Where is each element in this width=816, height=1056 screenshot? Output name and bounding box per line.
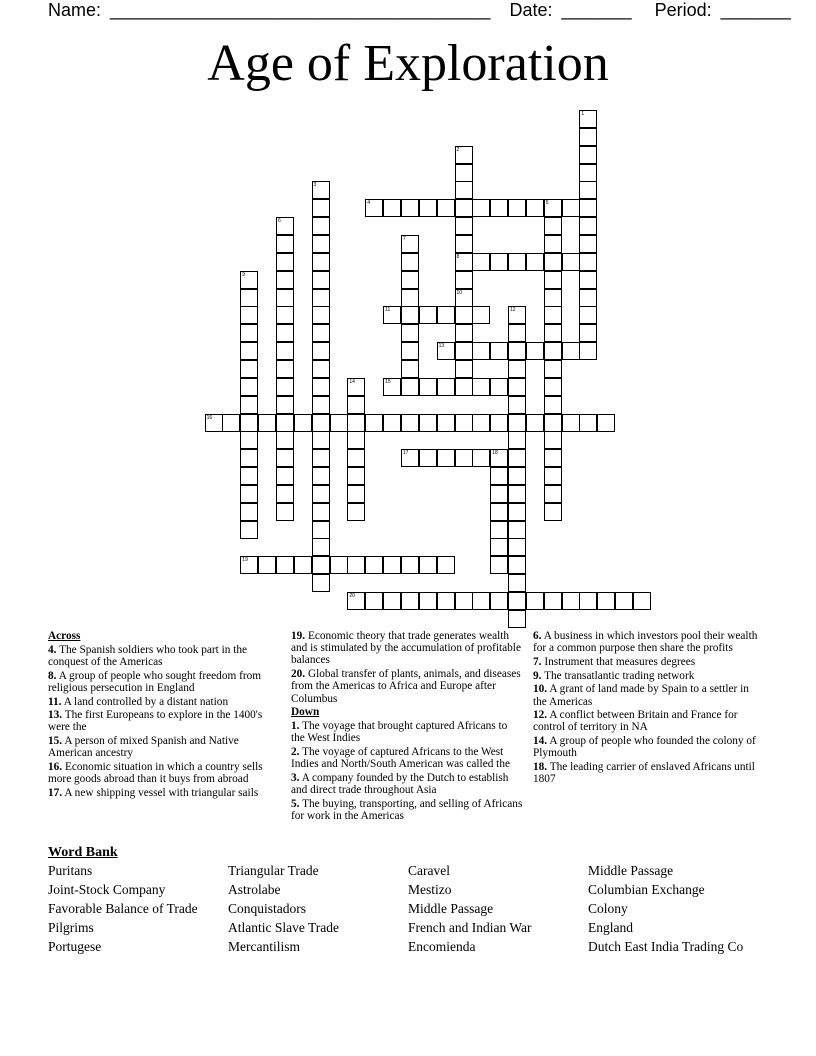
crossword-cell[interactable] xyxy=(455,217,473,235)
crossword-cell[interactable] xyxy=(544,503,562,521)
word-bank-item: Columbian Exchange xyxy=(588,882,705,897)
clues-column-3 xyxy=(533,630,765,787)
crossword-cell[interactable] xyxy=(472,592,490,610)
crossword-cell[interactable] xyxy=(365,414,383,432)
crossword-cell[interactable] xyxy=(455,199,473,217)
crossword-cell[interactable] xyxy=(508,538,526,556)
crossword-cell[interactable] xyxy=(455,164,473,182)
clue-number: 19 xyxy=(242,557,248,564)
crossword-cell[interactable] xyxy=(544,414,562,432)
date-label: Date: xyxy=(509,0,553,20)
clue-down-9: 9. The transatlantic trading network xyxy=(533,669,695,682)
crossword-cell[interactable] xyxy=(490,199,508,217)
crossword-cell[interactable] xyxy=(419,592,437,610)
crossword-cell[interactable] xyxy=(597,414,615,432)
crossword-cell[interactable] xyxy=(544,306,562,324)
crossword-cell[interactable] xyxy=(472,199,490,217)
clues-column-1 xyxy=(48,630,270,801)
crossword-cell[interactable] xyxy=(276,467,294,485)
word-bank-item: England xyxy=(588,920,633,935)
clue-number: 9 xyxy=(242,271,246,278)
crossword-cell[interactable] xyxy=(401,360,419,378)
crossword-cell[interactable] xyxy=(276,414,294,432)
crossword-cell[interactable] xyxy=(490,378,508,396)
crossword-cell[interactable] xyxy=(312,414,330,432)
crossword-cell[interactable] xyxy=(472,306,490,324)
crossword-cell[interactable] xyxy=(579,271,597,289)
crossword-cell[interactable] xyxy=(383,592,401,610)
crossword-cell[interactable] xyxy=(472,342,490,360)
crossword-cell[interactable] xyxy=(276,503,294,521)
crossword-cell[interactable] xyxy=(508,521,526,539)
crossword-cell[interactable] xyxy=(401,414,419,432)
crossword-cell[interactable] xyxy=(526,342,544,360)
crossword-cell[interactable] xyxy=(544,235,562,253)
crossword-cell[interactable] xyxy=(455,271,473,289)
crossword-cell[interactable] xyxy=(579,235,597,253)
crossword-cell[interactable] xyxy=(276,253,294,271)
crossword-cell[interactable] xyxy=(437,306,455,324)
crossword-cell[interactable] xyxy=(562,592,580,610)
crossword-cell[interactable] xyxy=(276,271,294,289)
crossword-cell[interactable] xyxy=(365,199,383,217)
word-bank-item: Middle Passage xyxy=(588,863,674,878)
crossword-cell[interactable] xyxy=(347,414,365,432)
crossword-cell[interactable] xyxy=(508,467,526,485)
crossword-cell[interactable] xyxy=(383,199,401,217)
crossword-cell[interactable] xyxy=(312,342,330,360)
crossword-cell[interactable] xyxy=(240,449,258,467)
clues-column-2 xyxy=(291,630,523,824)
crossword-cell[interactable] xyxy=(240,378,258,396)
clue-number: 14 xyxy=(349,378,355,385)
crossword-cell[interactable] xyxy=(312,538,330,556)
clue-number: 3 xyxy=(313,182,317,189)
word-bank-item: Conquistadors xyxy=(228,901,307,916)
crossword-cell[interactable] xyxy=(401,306,419,324)
crossword-cell[interactable] xyxy=(312,431,330,449)
crossword-cell[interactable] xyxy=(276,289,294,307)
crossword-cell[interactable] xyxy=(276,556,294,574)
crossword-cell[interactable] xyxy=(437,342,455,360)
crossword-cell[interactable] xyxy=(240,521,258,539)
clue-down-10: 10. A grant of land made by Spain to a settler in the Americas xyxy=(533,683,749,708)
crossword-cell[interactable] xyxy=(419,556,437,574)
crossword-cell[interactable] xyxy=(544,378,562,396)
clue-across-15: 15. A person of mixed Spanish and Native American ancestry xyxy=(48,735,239,760)
crossword-cell[interactable] xyxy=(508,342,526,360)
crossword-cell[interactable] xyxy=(544,199,562,217)
crossword-cell[interactable] xyxy=(383,378,401,396)
crossword-cell[interactable] xyxy=(401,324,419,342)
crossword-cell[interactable] xyxy=(490,538,508,556)
crossword-cell[interactable] xyxy=(347,467,365,485)
crossword-cell[interactable] xyxy=(437,592,455,610)
crossword-cell[interactable] xyxy=(347,449,365,467)
crossword-cell[interactable] xyxy=(544,467,562,485)
crossword-cell[interactable] xyxy=(508,378,526,396)
crossword-cell[interactable] xyxy=(401,378,419,396)
crossword-cell[interactable] xyxy=(276,342,294,360)
crossword-cell[interactable] xyxy=(419,449,437,467)
crossword-cell[interactable] xyxy=(455,235,473,253)
crossword-cell[interactable] xyxy=(347,396,365,414)
crossword-cell[interactable] xyxy=(347,485,365,503)
crossword-cell[interactable] xyxy=(544,396,562,414)
crossword-cell[interactable] xyxy=(312,503,330,521)
crossword-cell[interactable] xyxy=(579,128,597,146)
crossword-cell[interactable] xyxy=(312,449,330,467)
crossword-cell[interactable] xyxy=(562,253,580,271)
crossword-cell[interactable] xyxy=(276,378,294,396)
crossword-cell[interactable] xyxy=(240,396,258,414)
crossword-cell[interactable] xyxy=(240,556,258,574)
crossword-cell[interactable] xyxy=(419,306,437,324)
crossword-cell[interactable] xyxy=(294,556,312,574)
crossword-cell[interactable] xyxy=(562,414,580,432)
crossword-cell[interactable] xyxy=(544,449,562,467)
crossword-cell[interactable] xyxy=(365,592,383,610)
crossword-cell[interactable] xyxy=(544,324,562,342)
crossword-cell[interactable] xyxy=(579,342,597,360)
crossword-cell[interactable] xyxy=(258,556,276,574)
clue-number: 6 xyxy=(278,218,281,225)
crossword-cell[interactable] xyxy=(276,431,294,449)
crossword-cell[interactable] xyxy=(490,253,508,271)
crossword-cell[interactable] xyxy=(312,324,330,342)
crossword-cell[interactable] xyxy=(579,199,597,217)
crossword-cell[interactable] xyxy=(419,414,437,432)
clue-number: 8 xyxy=(456,253,460,260)
crossword-cell[interactable] xyxy=(437,378,455,396)
crossword-cell[interactable] xyxy=(455,253,473,271)
crossword-cell[interactable] xyxy=(508,592,526,610)
crossword-cell[interactable] xyxy=(240,485,258,503)
crossword-cell[interactable] xyxy=(472,414,490,432)
crossword-cell[interactable] xyxy=(544,271,562,289)
crossword-cell[interactable] xyxy=(490,556,508,574)
name-field[interactable]: ______________________________________ xyxy=(110,0,491,20)
clue-down-6: 6. A business in which investors pool their wealth for a common purpose then share the profits xyxy=(533,630,758,655)
crossword-cell[interactable] xyxy=(312,485,330,503)
crossword-cell[interactable] xyxy=(312,217,330,235)
crossword-cell[interactable] xyxy=(312,574,330,592)
crossword-cell[interactable] xyxy=(312,521,330,539)
word-bank-item: French and Indian War xyxy=(408,920,532,935)
crossword-cell[interactable] xyxy=(472,253,490,271)
clue-number: 17 xyxy=(402,450,409,457)
crossword-cell[interactable] xyxy=(312,306,330,324)
crossword-cell[interactable] xyxy=(579,414,597,432)
crossword-cell[interactable] xyxy=(401,342,419,360)
clue-down-2: 2. The voyage of captured Africans to the West Indies and North/South American was called the xyxy=(291,745,510,771)
crossword-cell[interactable] xyxy=(276,306,294,324)
crossword-cell[interactable] xyxy=(383,306,401,324)
word-bank-title: Word Bank xyxy=(48,845,118,860)
crossword-cell[interactable] xyxy=(490,503,508,521)
word-bank-item: Caravel xyxy=(408,863,450,878)
crossword-cell[interactable] xyxy=(240,324,258,342)
crossword-cell[interactable] xyxy=(222,414,240,432)
date-field[interactable]: _______ xyxy=(561,0,632,20)
crossword-cell[interactable] xyxy=(419,378,437,396)
crossword-cell[interactable] xyxy=(330,414,348,432)
crossword-cell[interactable] xyxy=(579,289,597,307)
word-bank-item: Favorable Balance of Trade xyxy=(48,901,198,916)
crossword-cell[interactable] xyxy=(579,253,597,271)
crossword-cell[interactable] xyxy=(401,235,419,253)
clue-down-5: 5. The buying, transporting, and selling of Africans for work in the Americas xyxy=(291,797,523,822)
crossword-cell[interactable] xyxy=(276,360,294,378)
crossword-cell[interactable] xyxy=(455,414,473,432)
crossword-cell[interactable] xyxy=(526,253,544,271)
clue-down-18: 18. The leading carrier of enslaved Africans until 1807 xyxy=(533,761,755,786)
crossword-cell[interactable] xyxy=(508,503,526,521)
clue-across-19: 19. Economic theory that trade generates wealth and is stimulated by the accumulation of profitable balances xyxy=(291,630,521,667)
crossword-cell[interactable] xyxy=(240,431,258,449)
crossword-cell[interactable] xyxy=(633,592,651,610)
word-bank-item: Portugese xyxy=(48,939,102,954)
crossword-cell[interactable] xyxy=(544,289,562,307)
crossword-cell[interactable] xyxy=(312,181,330,199)
crossword-cell[interactable] xyxy=(240,414,258,432)
clue-number: 18 xyxy=(492,450,498,457)
crossword-cell[interactable] xyxy=(490,592,508,610)
clue-number: 10 xyxy=(456,289,463,296)
crossword-cell[interactable] xyxy=(455,289,473,307)
clue-number: 15 xyxy=(385,378,391,385)
crossword-cell[interactable] xyxy=(347,503,365,521)
crossword-cell[interactable] xyxy=(544,342,562,360)
clue-across-20: 20. Global transfer of plants, animals, and diseases from the Americas to Africa and Europe after Columbus xyxy=(291,668,521,705)
crossword-cell[interactable] xyxy=(312,199,330,217)
crossword-cell[interactable] xyxy=(455,360,473,378)
word-bank-item: Colony xyxy=(588,901,628,916)
crossword-cell[interactable] xyxy=(562,342,580,360)
crossword-cell[interactable] xyxy=(544,253,562,271)
crossword-cell[interactable] xyxy=(508,414,526,432)
crossword-cell[interactable] xyxy=(330,556,348,574)
clue-number: 4 xyxy=(367,200,370,207)
crossword-cell[interactable] xyxy=(472,449,490,467)
clue-down-12: 12. A conflict between Britain and France for control of territory in NA xyxy=(533,709,738,734)
crossword-cell[interactable] xyxy=(562,199,580,217)
crossword-cell[interactable] xyxy=(508,253,526,271)
crossword-cell[interactable] xyxy=(294,414,312,432)
crossword-cell[interactable] xyxy=(526,199,544,217)
crossword-cell[interactable] xyxy=(455,146,473,164)
crossword-cell[interactable] xyxy=(544,360,562,378)
crossword-cell[interactable] xyxy=(312,396,330,414)
clue-across-4: 4. The Spanish soldiers who took part in the conquest of the Americas xyxy=(48,643,248,668)
crossword-cell[interactable] xyxy=(276,396,294,414)
crossword-cell[interactable] xyxy=(455,342,473,360)
clue-across-13: 13. The first Europeans to explore in the 1400's were the xyxy=(48,709,263,734)
crossword-cell[interactable] xyxy=(597,592,615,610)
crossword-cell[interactable] xyxy=(579,217,597,235)
crossword-cell[interactable] xyxy=(455,324,473,342)
clue-number: 11 xyxy=(385,307,391,314)
crossword-cell[interactable] xyxy=(276,324,294,342)
crossword-cell[interactable] xyxy=(240,342,258,360)
crossword-cell[interactable] xyxy=(544,485,562,503)
word-bank-item: Mestizo xyxy=(408,882,452,897)
clue-down-14: 14. A group of people who founded the colony of Plymouth xyxy=(533,735,756,760)
crossword-cell[interactable] xyxy=(258,414,276,432)
clue-across-16: 16. Economic situation in which a country sells more goods abroad than it buys from abroad xyxy=(48,761,263,786)
clue-number: 13 xyxy=(438,343,445,350)
crossword-cell[interactable] xyxy=(508,485,526,503)
crossword-cell[interactable] xyxy=(508,306,526,324)
crossword-cell[interactable] xyxy=(579,592,597,610)
crossword-cell[interactable] xyxy=(240,306,258,324)
crossword-cell[interactable] xyxy=(383,556,401,574)
crossword-cell[interactable] xyxy=(419,199,437,217)
period-label: Period: xyxy=(654,0,712,20)
period-field[interactable]: _______ xyxy=(720,0,791,20)
clue-number: 2 xyxy=(456,146,460,153)
down-heading: Down xyxy=(291,706,320,719)
word-bank-item: Middle Passage xyxy=(408,901,494,916)
crossword-cell[interactable] xyxy=(490,521,508,539)
crossword-cell[interactable] xyxy=(508,556,526,574)
crossword-cell[interactable] xyxy=(579,181,597,199)
crossword-cell[interactable] xyxy=(240,467,258,485)
crossword-cell[interactable] xyxy=(276,235,294,253)
crossword-cell[interactable] xyxy=(401,289,419,307)
crossword-cell[interactable] xyxy=(508,449,526,467)
crossword-cell[interactable] xyxy=(455,306,473,324)
crossword-cell[interactable] xyxy=(276,449,294,467)
crossword-cell[interactable] xyxy=(401,253,419,271)
crossword-cell[interactable] xyxy=(312,253,330,271)
clue-number: 1 xyxy=(581,111,585,117)
word-bank-item: Puritans xyxy=(48,863,93,878)
crossword-cell[interactable] xyxy=(312,271,330,289)
crossword-cell[interactable] xyxy=(437,556,455,574)
word-bank-item: Pilgrims xyxy=(48,920,94,935)
word-bank-item: Encomienda xyxy=(408,939,476,954)
crossword-cell[interactable] xyxy=(437,414,455,432)
crossword-cell[interactable] xyxy=(401,199,419,217)
crossword-cell[interactable] xyxy=(383,414,401,432)
name-label: Name: xyxy=(48,0,102,20)
crossword-cell[interactable] xyxy=(508,396,526,414)
crossword-cell[interactable] xyxy=(508,360,526,378)
crossword-cell[interactable] xyxy=(312,235,330,253)
crossword-cell[interactable] xyxy=(240,503,258,521)
crossword-cell[interactable] xyxy=(490,485,508,503)
clue-number: 16 xyxy=(206,414,213,421)
crossword-cell[interactable] xyxy=(437,449,455,467)
word-bank-item: Astrolabe xyxy=(228,882,281,897)
crossword-cell[interactable] xyxy=(490,449,508,467)
crossword-cell[interactable] xyxy=(312,378,330,396)
crossword-cell[interactable] xyxy=(579,324,597,342)
word-bank-item: Atlantic Slave Trade xyxy=(228,920,339,935)
clue-number: 5 xyxy=(545,200,549,207)
page-title: Age of Exploration xyxy=(207,35,609,92)
crossword-cell[interactable] xyxy=(401,449,419,467)
crossword-cell[interactable] xyxy=(508,431,526,449)
crossword-cell[interactable] xyxy=(276,217,294,235)
crossword-cell[interactable] xyxy=(526,592,544,610)
crossword-cell[interactable] xyxy=(579,146,597,164)
crossword-cell[interactable] xyxy=(544,592,562,610)
crossword-cell[interactable] xyxy=(579,164,597,182)
clue-number: 7 xyxy=(402,236,406,242)
crossword-cell[interactable] xyxy=(401,592,419,610)
crossword-cell[interactable] xyxy=(615,592,633,610)
crossword-cell[interactable] xyxy=(312,467,330,485)
crossword-cell[interactable] xyxy=(508,610,526,628)
crossword-cell[interactable] xyxy=(205,414,223,432)
crossword-cell[interactable] xyxy=(347,431,365,449)
crossword-cell[interactable] xyxy=(455,181,473,199)
crossword-cell[interactable] xyxy=(401,556,419,574)
word-bank-item: Mercantilism xyxy=(228,939,300,954)
clue-down-7: 7. Instrument that measures degrees xyxy=(533,655,696,668)
crossword-cell[interactable] xyxy=(240,360,258,378)
crossword-cell[interactable] xyxy=(365,556,383,574)
clue-number: 20 xyxy=(349,593,355,599)
word-bank-item: Joint-Stock Company xyxy=(48,882,166,897)
crossword-cell[interactable] xyxy=(437,199,455,217)
clue-down-3: 3. A company founded by the Dutch to establish and direct trade throughout Asia xyxy=(291,771,509,796)
word-bank-item: Dutch East India Trading Co xyxy=(588,939,744,954)
crossword-cell[interactable] xyxy=(312,289,330,307)
clue-down-1: 1. The voyage that brought captured Africans to the West Indies xyxy=(291,719,508,745)
crossword-cell[interactable] xyxy=(579,110,597,128)
crossword-cell[interactable] xyxy=(240,271,258,289)
crossword-cell[interactable] xyxy=(240,289,258,307)
clue-number: 12 xyxy=(510,307,516,314)
crossword-cell[interactable] xyxy=(312,360,330,378)
crossword-cell[interactable] xyxy=(490,467,508,485)
across-heading: Across xyxy=(48,630,81,642)
word-bank-item: Triangular Trade xyxy=(228,863,319,878)
clue-across-8: 8. A group of people who sought freedom from religious persecution in England xyxy=(48,669,262,694)
crossword-cell[interactable] xyxy=(347,556,365,574)
crossword-cell[interactable] xyxy=(347,592,365,610)
crossword-cell[interactable] xyxy=(544,217,562,235)
crossword-cell[interactable] xyxy=(347,378,365,396)
crossword-cell[interactable] xyxy=(490,342,508,360)
crossword-cell[interactable] xyxy=(490,414,508,432)
crossword-cell[interactable] xyxy=(455,592,473,610)
crossword-cell[interactable] xyxy=(401,271,419,289)
crossword-cell[interactable] xyxy=(508,324,526,342)
crossword-cell[interactable] xyxy=(312,556,330,574)
crossword-cell[interactable] xyxy=(455,378,473,396)
crossword-cell[interactable] xyxy=(544,431,562,449)
crossword-cell[interactable] xyxy=(508,574,526,592)
crossword-cell[interactable] xyxy=(472,378,490,396)
clue-across-11: 11. A land controlled by a distant nation xyxy=(48,695,229,708)
crossword-cell[interactable] xyxy=(526,414,544,432)
crossword-cell[interactable] xyxy=(579,306,597,324)
crossword-cell[interactable] xyxy=(455,449,473,467)
crossword-cell[interactable] xyxy=(508,199,526,217)
clue-across-17: 17. A new shipping vessel with triangular sails xyxy=(48,786,259,799)
crossword-cell[interactable] xyxy=(276,485,294,503)
